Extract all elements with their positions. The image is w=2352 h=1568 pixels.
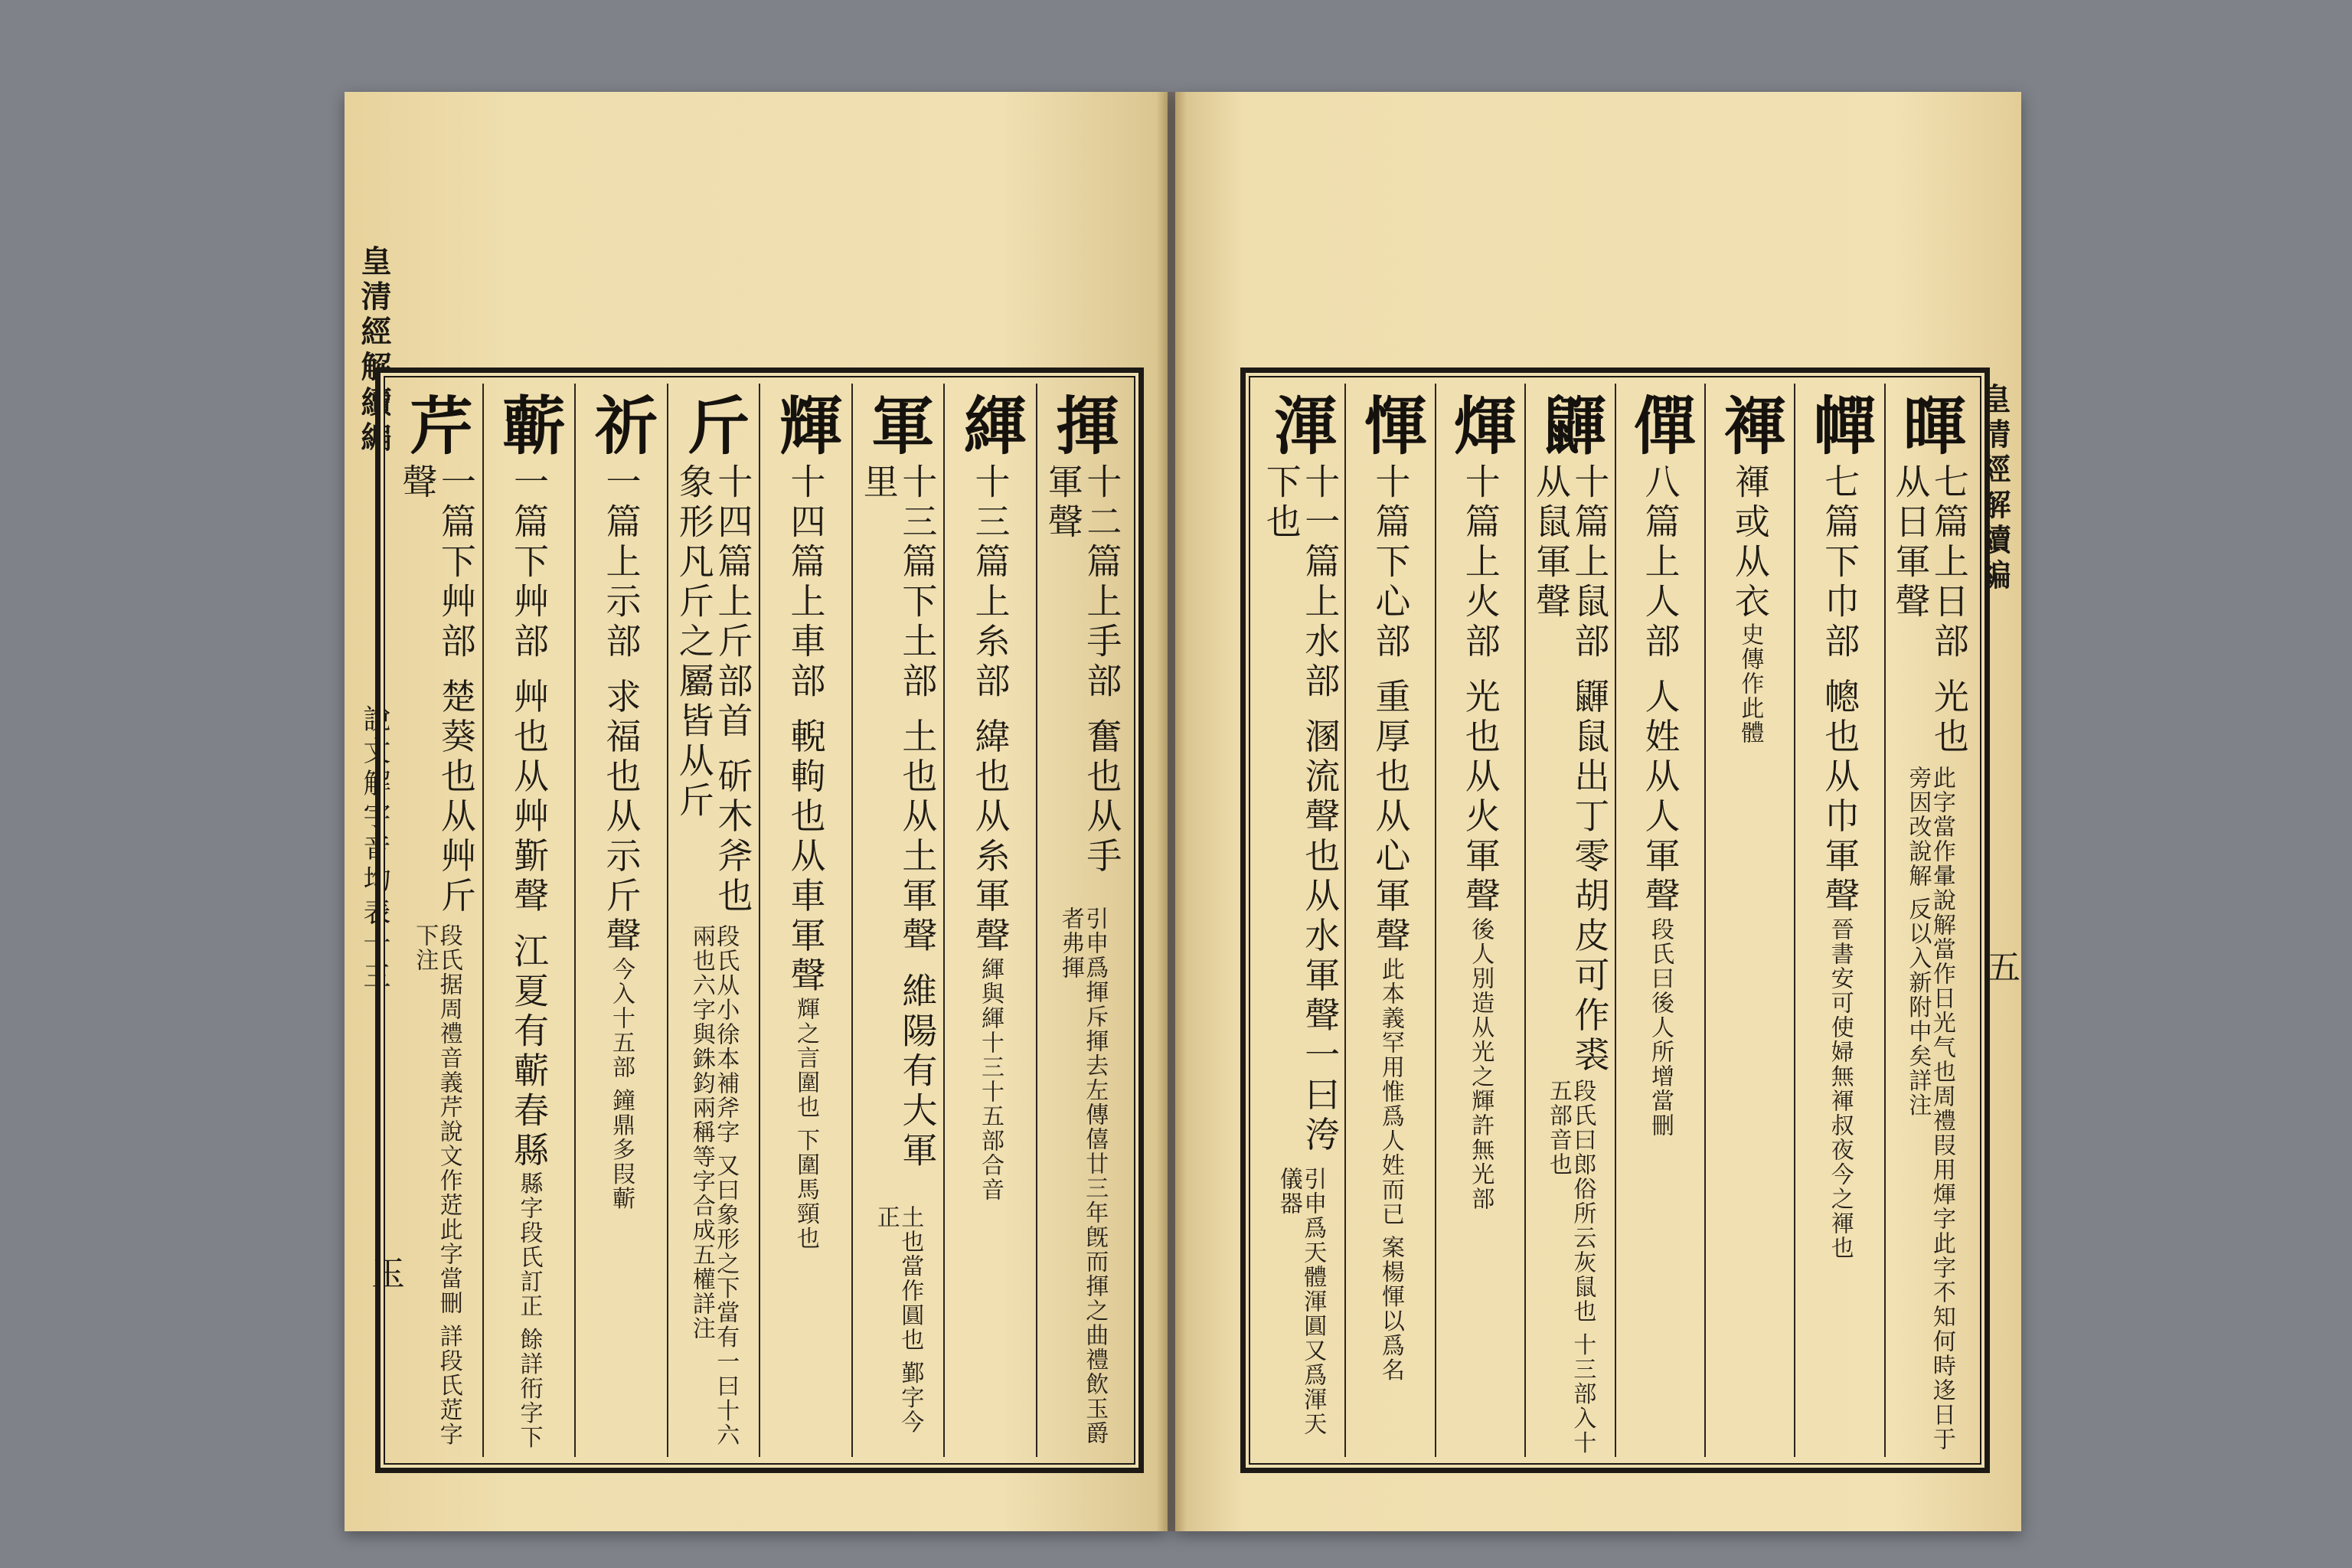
entry-annotation: 此字當作暈說解當作日光气也周禮叚用煇字此字不知何時迻日于旁因改說解 反以入新附中矣詳注 <box>1904 765 1955 1452</box>
entry-annotation: 土也當作圓也 鄞字今正 <box>872 1205 924 1435</box>
left-entry-column <box>574 384 667 1457</box>
entry-definition: 一篇上示部 求福也从示斤聲 <box>600 463 642 957</box>
left-entry-column <box>851 384 944 1457</box>
left-text-frame <box>375 368 1144 1473</box>
entry-annotation: 緷與緷十三十五部合音 <box>977 956 1004 1202</box>
left-entry-column <box>759 384 851 1457</box>
entry-head-character: 芹 <box>400 393 474 457</box>
right-margin-title: 皇清經解續編 <box>1975 383 2011 594</box>
entry-definition: 七篇上日部 光也从日軍聲 <box>1890 463 1970 758</box>
entry-definition: 十篇下心部 重厚也从心軍聲 <box>1370 463 1412 957</box>
entry-head-character: 僤 <box>1623 393 1697 457</box>
entry-definition: 十二篇上手部 奮也从手軍聲 <box>1042 463 1123 877</box>
entry-head-character: 渾 <box>1263 393 1338 457</box>
entry-definition: 十三篇上糸部 緯也从糸軍聲 <box>969 463 1011 957</box>
left-entry-column <box>482 384 575 1457</box>
book-gutter <box>1156 92 1187 1531</box>
right-entry-column <box>1344 384 1434 1457</box>
right-columns <box>1256 384 1974 1457</box>
entry-annotation: 今入十五部 鐘鼎多叚蘄 <box>608 956 635 1211</box>
entry-definition: 七篇下巾部 幒也从巾軍聲 <box>1819 463 1861 917</box>
right-entry-column <box>1435 384 1524 1457</box>
entry-annotation: 此本義罕用惟爲人姓而已 案楊惲以爲名 <box>1377 956 1404 1383</box>
entry-definition: 八篇上人部 人姓从人軍聲 <box>1639 463 1681 917</box>
left-page-number: 玉 <box>365 1256 404 1289</box>
entry-definition: 十篇上鼠部 鼲鼠出丁零胡皮可作裘从鼠軍聲 <box>1530 463 1611 1076</box>
entry-head-character: 祈 <box>584 393 658 457</box>
entry-definition: 十四篇上斤部首 斫木斧也象形凡斤之屬皆从斤 <box>673 463 754 917</box>
entry-head-character: 輝 <box>769 393 843 457</box>
entry-annotation: 輝之言圍也 下圍馬頸也 <box>792 996 819 1251</box>
entry-annotation: 史傳作此體 <box>1736 622 1764 745</box>
entry-head-character: 褌 <box>1713 393 1787 457</box>
entry-definition: 一篇下艸部 楚葵也从艸斤聲 <box>397 463 477 917</box>
entry-head-character: 斤 <box>676 393 750 457</box>
entry-annotation: 段氏曰後人所增當刪 <box>1646 916 1674 1138</box>
entry-head-character: 揮 <box>1045 393 1119 457</box>
entry-head-character: 緷 <box>953 393 1027 457</box>
right-page-number: 五 <box>1981 949 2020 983</box>
entry-definition: 十四篇上車部 輗軥也从車軍聲 <box>785 463 827 997</box>
entry-definition: 一篇下艸部 艸也从艸斳聲 江夏有蘄春縣 <box>508 463 550 1172</box>
entry-head-character: 幝 <box>1802 393 1877 457</box>
entry-definition: 十一篇上水部 溷流聲也从水軍聲一曰洿下也 <box>1260 463 1341 1156</box>
entry-head-character: 暉 <box>1893 393 1967 457</box>
left-page <box>345 92 1168 1531</box>
right-entry-column <box>1615 384 1704 1457</box>
left-entry-column <box>1036 384 1129 1457</box>
left-entry-column <box>943 384 1036 1457</box>
entry-definition: 十篇上火部 光也从火軍聲 <box>1459 463 1501 917</box>
right-entry-column <box>1884 384 1974 1457</box>
entry-annotation: 晉書安可使婦無褌叔夜今之褌也 <box>1826 916 1854 1260</box>
entry-annotation: 段氏曰郎俗所云灰鼠也 十三部入十五部音也 <box>1544 1079 1596 1455</box>
left-margin-title: 皇清經解續編 <box>356 245 392 456</box>
entry-annotation: 段氏据周禮音義芹說文作菦此字當刪 詳段氏菦字下注 <box>411 923 462 1447</box>
entry-head-character: 軍 <box>861 393 935 457</box>
right-entry-column <box>1794 384 1883 1457</box>
left-entry-column <box>667 384 760 1457</box>
right-page <box>1175 92 2021 1531</box>
entry-definition: 褌或从衣 <box>1729 463 1771 622</box>
entry-head-character: 蘄 <box>492 393 566 457</box>
entry-head-character: 煇 <box>1443 393 1517 457</box>
left-columns <box>391 384 1128 1457</box>
entry-annotation: 引申爲揮斥揮去左傳僖廿三年旣而揮之曲禮飲玉爵者弗揮 <box>1057 906 1109 1446</box>
entry-definition: 十三篇下土部 土也从土軍聲 維陽有大軍里 <box>858 463 939 1172</box>
entry-annotation: 引申爲天體渾圓又爲渾天儀器 <box>1275 1166 1327 1436</box>
entry-annotation: 後人別造从光之輝許無光部 <box>1467 916 1494 1211</box>
right-entry-column <box>1704 384 1794 1457</box>
entry-head-character: 惲 <box>1354 393 1428 457</box>
right-entry-column <box>1256 384 1344 1457</box>
entry-head-character: 鼲 <box>1533 393 1607 457</box>
left-entry-column <box>391 384 482 1457</box>
left-margin-subtitle: 說文解字音均表十三 <box>359 704 390 994</box>
entry-annotation: 縣字段氏訂正 餘詳衎字下 <box>515 1171 543 1450</box>
right-entry-column <box>1524 384 1614 1457</box>
right-text-frame <box>1240 368 1990 1473</box>
open-book <box>345 92 2021 1531</box>
entry-annotation: 段氏从小徐本補斧字 又曰象形之下當有一曰十六兩也六字與銖鈞兩稱等字合成五權詳注 <box>688 923 740 1448</box>
